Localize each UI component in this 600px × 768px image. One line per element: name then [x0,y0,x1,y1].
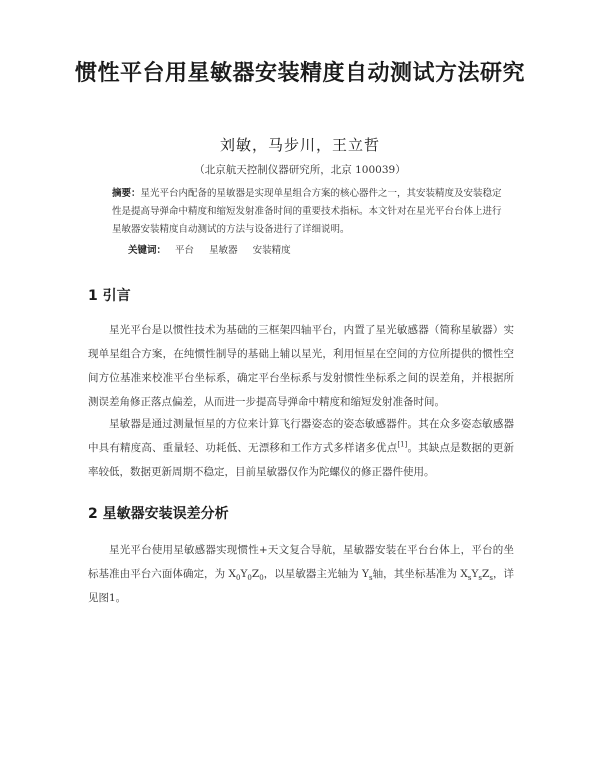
section-heading-error-analysis: 2 星敏器安装误差分析 [88,506,229,522]
paragraph-text: 星光平台使用星敏感器实现惯性+天文复合导航，星敏器安装在平台台体上，平台的坐标基准由平台六面体确定，为 X [88,544,514,580]
paper-affiliation: （北京航天控制仪器研究所，北京 100039） [194,164,406,176]
paragraph-text: Z [251,568,260,580]
keyword: 安装精度 [252,245,291,256]
subscript: 0 [247,574,252,583]
paragraph-text: Y [240,568,248,580]
paragraph-text: ，详见图1。 [88,568,515,604]
paragraph [88,538,514,610]
keyword: 星敏器 [209,245,238,256]
paragraph-text: 轴，其坐标基准为 X [372,568,468,580]
abstract-label: 摘要： [112,188,141,199]
paper-authors: 刘敏，马步川，王立哲 [219,136,380,154]
keywords-label: 关键词： [128,245,167,256]
paragraph-text: Y [471,568,479,580]
keyword: 平台 [175,245,195,256]
paragraph: 星光平台是以惯性技术为基础的三框架四轴平台，内置了星光敏感器（简称星敏器）实现单星组合方案，在纯惯性制导的基础上辅以星光，利用恒星在空间的方位所提供的惯性空间方位基准来校准平台坐标系，确定平台坐标系与发射惯性坐标系之间的误差角，并根据所测误差角修正落点偏差，从而进一步提高导弹命中精度和缩短发射准备时间。 [88,324,514,408]
paragraph-text: ，以星敏器主光轴为 Y [263,568,369,580]
paragraph [88,412,514,484]
abstract-text: 星光平台内配备的星敏器是实现单星组合方案的核心器件之一，其安装精度及安装稳定性是提高导弹命中精度和缩短发射准备时间的重要技术指标。本文针对在星光平台台体上进行星敏器安装精度自动测试的方法与设备进行了详细说明。 [112,188,502,235]
subscript: s [478,574,483,583]
paragraph-text: 星敏器是通过测量恒星的方位来计算飞行器姿态的姿态敏感器件。其在众多姿态敏感器中具有精度高、重量轻、功耗低、无漂移和工作方式多样诸多优点 [88,418,514,454]
keywords [128,242,508,256]
section-heading-introduction: 1 引言 [88,288,131,304]
paragraph-text: 。其缺点是数据的更新率较低，数据更新周期不稳定，目前星敏器仅作为陀螺仪的修正器件使用。 [88,442,514,478]
citation-ref: [1] [397,440,408,449]
paragraph-text: Z [482,568,490,580]
paper-title: 惯性平台用星敏器安装精度自动测试方法研究 [74,61,525,86]
subscript: s [368,574,373,583]
subscript: 0 [236,574,241,583]
subscript: s [467,574,472,583]
subscript: s [489,574,493,583]
abstract [112,185,508,239]
subscript: 0 [259,574,264,583]
